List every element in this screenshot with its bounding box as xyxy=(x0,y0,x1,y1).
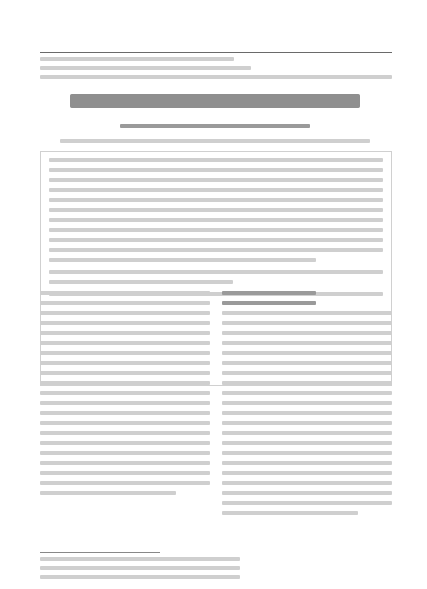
page-number xyxy=(372,38,392,48)
footnote-line xyxy=(40,575,240,580)
article-affiliation xyxy=(60,139,370,146)
running-header xyxy=(40,38,340,48)
article-authors-text xyxy=(120,134,121,135)
article-title xyxy=(70,94,360,111)
right-column xyxy=(222,291,392,569)
abstract-lines xyxy=(41,152,391,308)
article-title-text xyxy=(70,108,71,109)
meta-line xyxy=(40,57,392,63)
meta-line xyxy=(40,75,392,81)
running-header-text xyxy=(40,38,41,39)
article-authors xyxy=(120,124,310,134)
footnote-line xyxy=(40,557,240,562)
footnote-line xyxy=(40,566,240,571)
footnote-rule xyxy=(40,552,160,553)
meta-line xyxy=(40,66,392,72)
article-affiliation-text xyxy=(60,149,61,150)
left-column xyxy=(40,291,210,559)
header-rule xyxy=(40,52,392,53)
page-number-text xyxy=(372,38,373,39)
